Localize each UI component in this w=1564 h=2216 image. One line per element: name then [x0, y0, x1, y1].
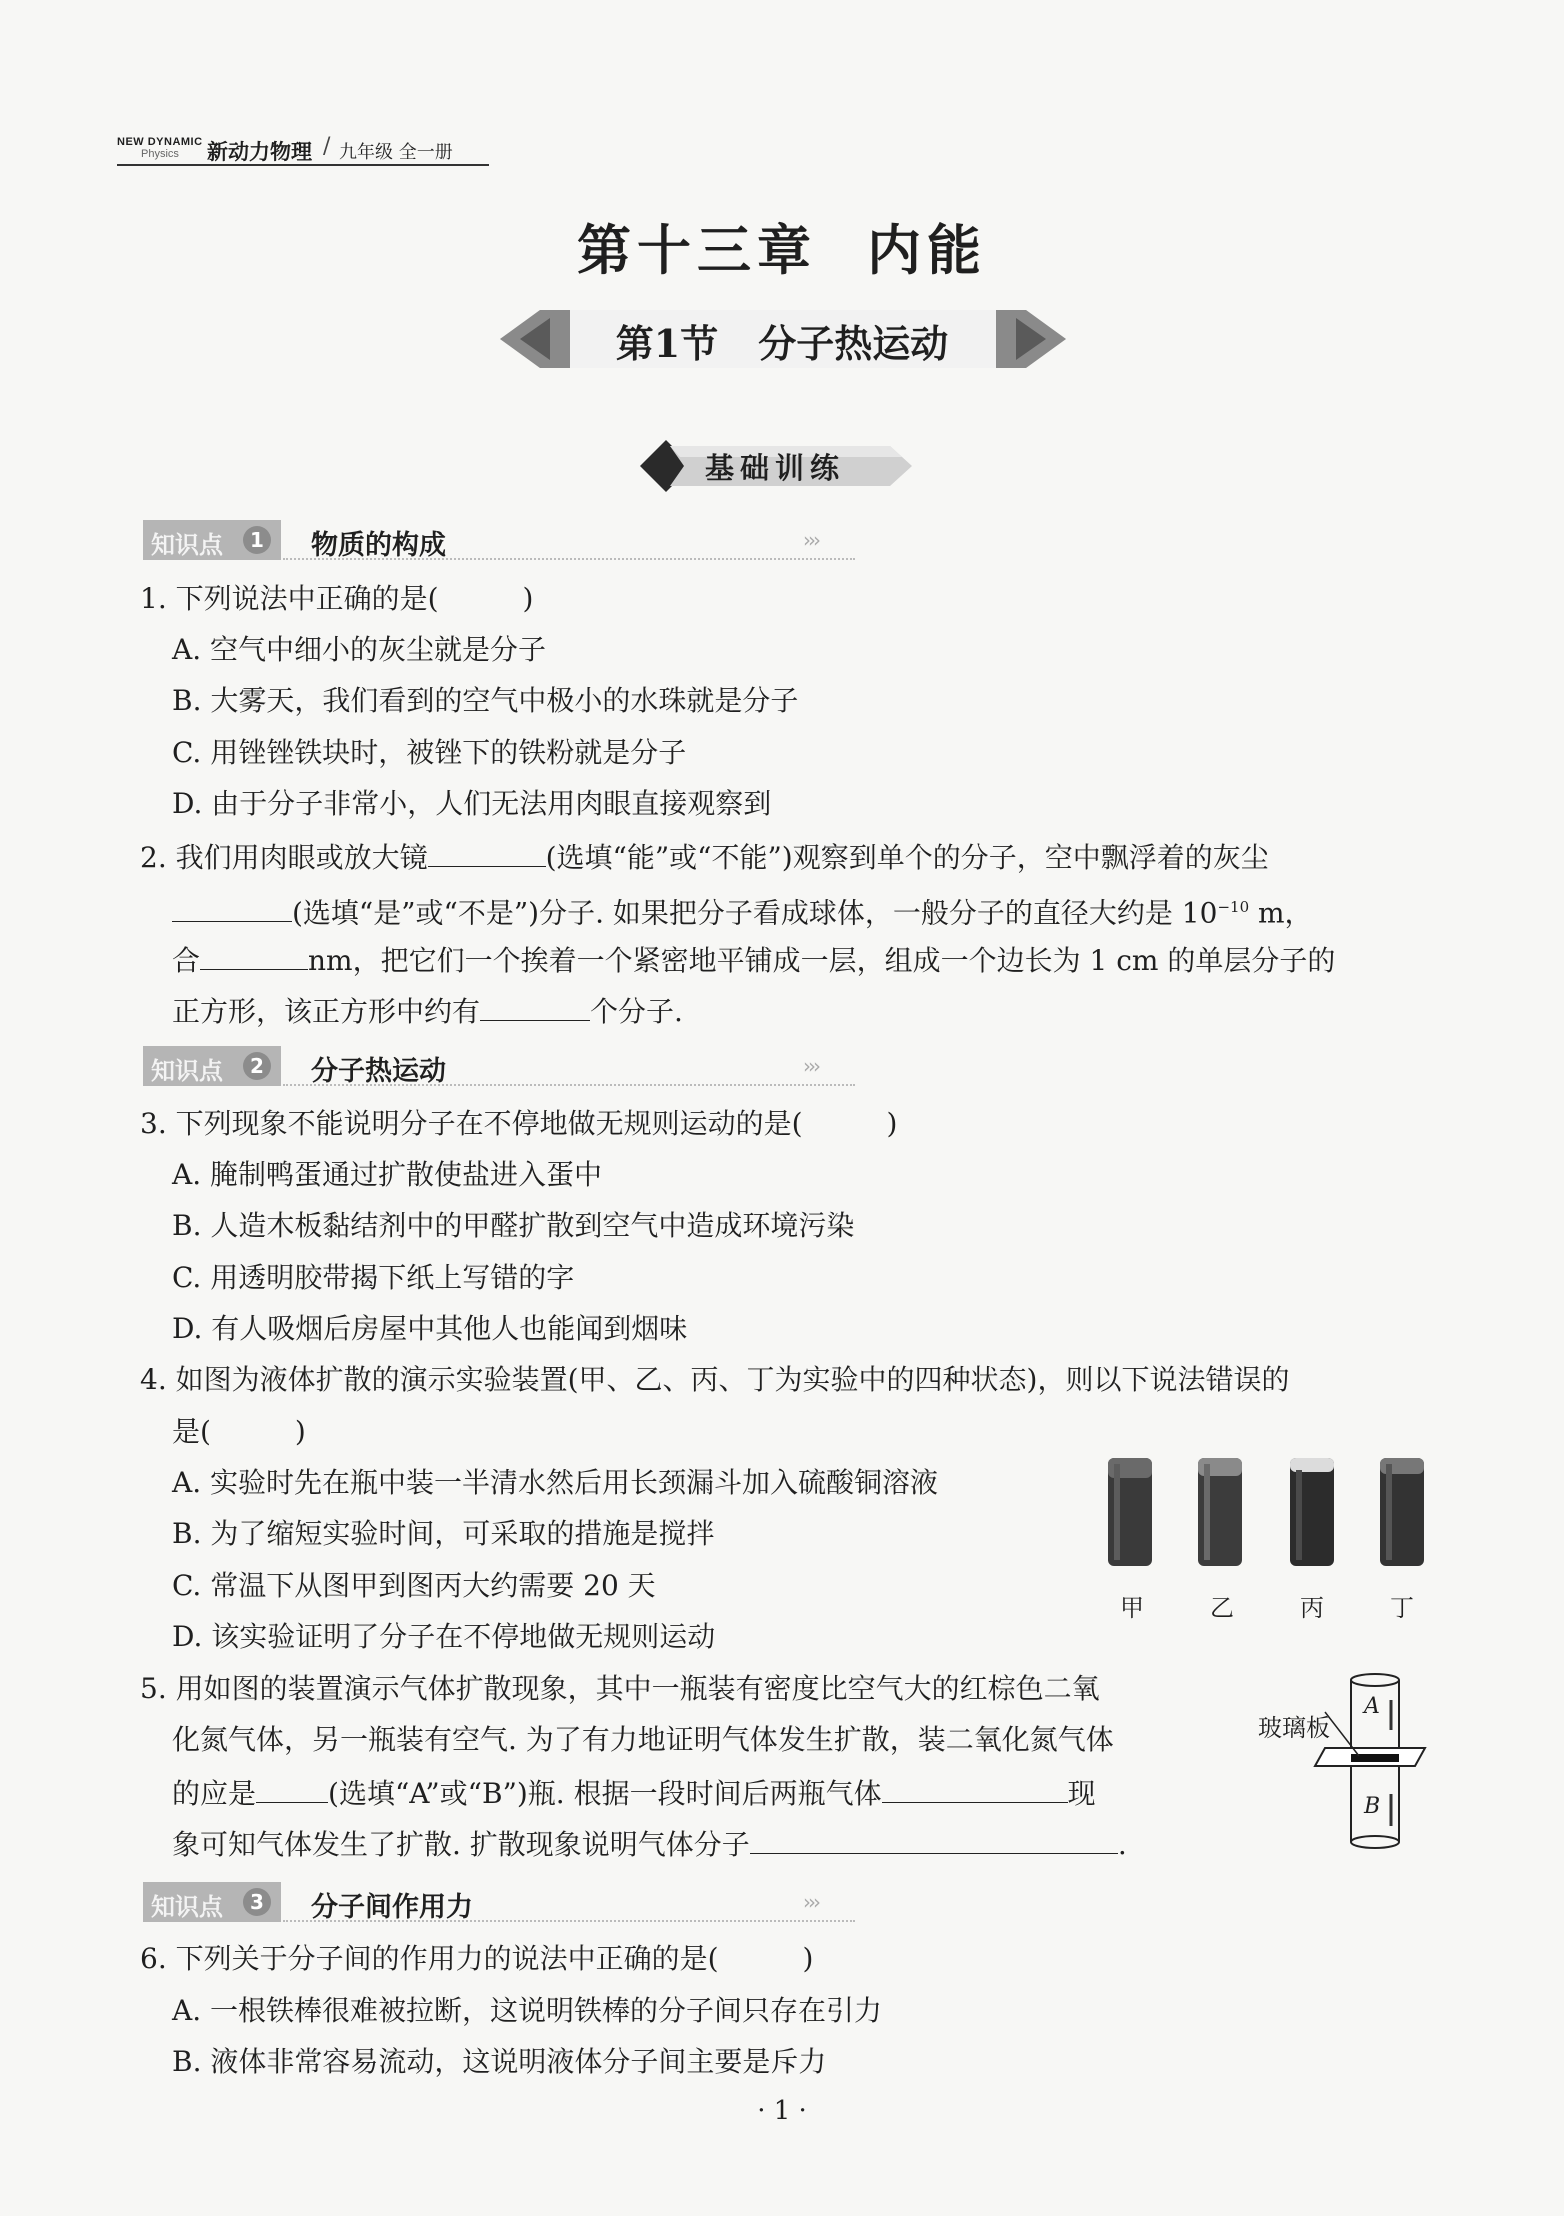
- bottle-a-label: A: [1364, 1694, 1380, 1719]
- question-5-line-1: 5. 用如图的装置演示气体扩散现象，其中一瓶装有密度比空气大的红棕色二氧: [140, 1672, 1100, 1705]
- glass-plate-label: 玻璃板: [1258, 1714, 1330, 1742]
- q2-text: (选填“能”或“不能”)观察到单个的分子，空中飘浮着的灰尘: [545, 841, 1269, 874]
- answer-blank[interactable]: [480, 992, 590, 1021]
- knowledge-point-3: [143, 1882, 855, 1922]
- kp-badge-number: 3: [243, 1888, 271, 1916]
- question-6-stem: 6. 下列关于分子间的作用力的说法中正确的是( ): [140, 1942, 814, 1975]
- question-6-option-b: B. 液体非常容易流动，这说明液体分子间主要是斥力: [172, 2045, 827, 2078]
- answer-blank[interactable]: [200, 941, 308, 970]
- kp-badge-number: 2: [243, 1052, 271, 1080]
- chapter-number: 第十三章: [577, 219, 817, 282]
- question-1-option-c: C. 用锉锉铁块时，被锉下的铁粉就是分子: [172, 736, 687, 769]
- figure-label-yi: 乙: [1210, 1594, 1234, 1622]
- answer-blank[interactable]: [172, 893, 292, 922]
- q2-text: 个分子.: [590, 995, 683, 1028]
- question-6-option-a: A. 一根铁棒很难被拉断，这说明铁棒的分子间只存在引力: [172, 1994, 883, 2027]
- section-title: [0, 313, 1564, 368]
- q5-text: (选填“A”或“B”)瓶. 根据一段时间后两瓶气体: [328, 1777, 882, 1810]
- figure-label-bing: 丙: [1300, 1594, 1324, 1622]
- q5-text: .: [1117, 1828, 1127, 1861]
- training-label: 基础训练: [705, 451, 846, 485]
- kp-badge-text: 知识点: [151, 1057, 223, 1085]
- knowledge-point-1: [143, 520, 855, 560]
- question-1-option-a: A. 空气中细小的灰尘就是分子: [172, 633, 547, 666]
- question-2-line-1: [140, 838, 1269, 876]
- bottle-b-label: B: [1364, 1794, 1381, 1819]
- figure-label-jia: 甲: [1120, 1594, 1144, 1622]
- page-number: · 1 ·: [757, 2096, 807, 2126]
- question-1-option-b: B. 大雾天，我们看到的空气中极小的水珠就是分子: [172, 684, 799, 717]
- q5-text: 象可知气体发生了扩散. 扩散现象说明气体分子: [172, 1828, 750, 1861]
- question-4-stem-line-1: 4. 如图为液体扩散的演示实验装置(甲、乙、丙、丁为实验中的四种状态)，则以下说法错误的: [140, 1363, 1290, 1396]
- knowledge-point-2: [143, 1046, 855, 1086]
- q2-text: m，: [1249, 896, 1313, 930]
- kp-title: 分子间作用力: [311, 1892, 473, 1923]
- question-1-stem: 1. 下列说法中正确的是( ): [140, 582, 534, 615]
- chapter-title: [0, 208, 1564, 285]
- kp-divider: [283, 1084, 855, 1086]
- kp-divider: [283, 558, 855, 560]
- q5-text: 现: [1067, 1777, 1096, 1810]
- q2-text: 合: [172, 944, 201, 977]
- kp-badge: [143, 1046, 281, 1086]
- question-4-option-b: B. 为了缩短实验时间，可采取的措施是搅拌: [172, 1517, 715, 1550]
- cylinder-yi: [1198, 1458, 1242, 1566]
- question-3-option-b: B. 人造木板黏结剂中的甲醛扩散到空气中造成环境污染: [172, 1209, 855, 1242]
- chapter-name: 内能: [867, 219, 987, 282]
- q5-text: 的应是: [172, 1777, 257, 1810]
- question-5-line-3: [172, 1774, 1096, 1812]
- question-4-option-c: C. 常温下从图甲到图丙大约需要 20 天: [172, 1569, 656, 1602]
- page-header: [117, 134, 489, 166]
- kp-title: 分子热运动: [311, 1056, 446, 1087]
- question-4-option-a: A. 实验时先在瓶中装一半清水然后用长颈漏斗加入硫酸铜溶液: [172, 1466, 939, 1499]
- question-2-line-2: [172, 889, 1313, 931]
- cylinder-bing: [1290, 1458, 1334, 1566]
- chevron-arrows-icon: ›››: [803, 1054, 818, 1078]
- question-3-option-d: D. 有人吸烟后房屋中其他人也能闻到烟味: [172, 1312, 688, 1345]
- question-2-line-4: [172, 992, 683, 1030]
- kp-badge: [143, 520, 281, 560]
- header-separator: /: [323, 134, 331, 159]
- question-2-line-3: [172, 941, 1335, 979]
- chevron-arrows-icon: ›››: [803, 1890, 818, 1914]
- brand-chinese: 新动力物理: [207, 139, 312, 164]
- cylinder-jia: [1108, 1458, 1152, 1566]
- grade-label: 九年级 全一册: [339, 142, 453, 163]
- answer-blank[interactable]: [750, 1825, 1118, 1854]
- question-4-stem-line-2: 是( ): [172, 1415, 306, 1448]
- question-5-line-2: 化氮气体，另一瓶装有空气. 为了有力地证明气体发生扩散，装二氧化氮气体: [172, 1723, 1114, 1756]
- figure-label-ding: 丁: [1390, 1594, 1414, 1622]
- exponent: −10: [1217, 898, 1250, 916]
- answer-blank[interactable]: [428, 838, 546, 867]
- diffusion-cylinders-figure: [1100, 1450, 1430, 1570]
- kp-badge-text: 知识点: [151, 1893, 223, 1921]
- cylinder-ding: [1380, 1458, 1424, 1566]
- brand-english-sub: Physics: [141, 148, 179, 160]
- question-5-line-4: [172, 1825, 1127, 1863]
- q2-text: 2. 我们用肉眼或放大镜: [140, 841, 428, 874]
- kp-title: 物质的构成: [311, 530, 446, 561]
- section-number: 第1节: [615, 321, 719, 366]
- q2-text: nm，把它们一个挨着一个紧密地平铺成一层，组成一个边长为 1 cm 的单层分子的: [308, 944, 1336, 977]
- answer-blank[interactable]: [882, 1774, 1068, 1803]
- question-3-option-a: A. 腌制鸭蛋通过扩散使盐进入蛋中: [172, 1158, 603, 1191]
- q2-text: (选填“是”或“不是”)分子. 如果把分子看成球体，一般分子的直径大约是 10: [292, 896, 1218, 930]
- kp-badge: [143, 1882, 281, 1922]
- kp-badge-number: 1: [243, 526, 271, 554]
- question-4-option-d: D. 该实验证明了分子在不停地做无规则运动: [172, 1620, 716, 1653]
- answer-blank[interactable]: [256, 1774, 328, 1803]
- question-3-option-c: C. 用透明胶带揭下纸上写错的字: [172, 1261, 575, 1294]
- q2-text: 正方形，该正方形中约有: [172, 995, 481, 1028]
- kp-badge-text: 知识点: [151, 531, 223, 559]
- section-name: 分子热运动: [758, 321, 949, 366]
- brand-english: NEW DYNAMIC: [117, 136, 203, 148]
- chevron-arrows-icon: ›››: [803, 528, 818, 552]
- question-1-option-d: D. 由于分子非常小，人们无法用肉眼直接观察到: [172, 787, 772, 820]
- question-3-stem: 3. 下列现象不能说明分子在不停地做无规则运动的是( ): [140, 1107, 898, 1140]
- kp-divider: [283, 1920, 855, 1922]
- gas-diffusion-figure: [1255, 1670, 1435, 1860]
